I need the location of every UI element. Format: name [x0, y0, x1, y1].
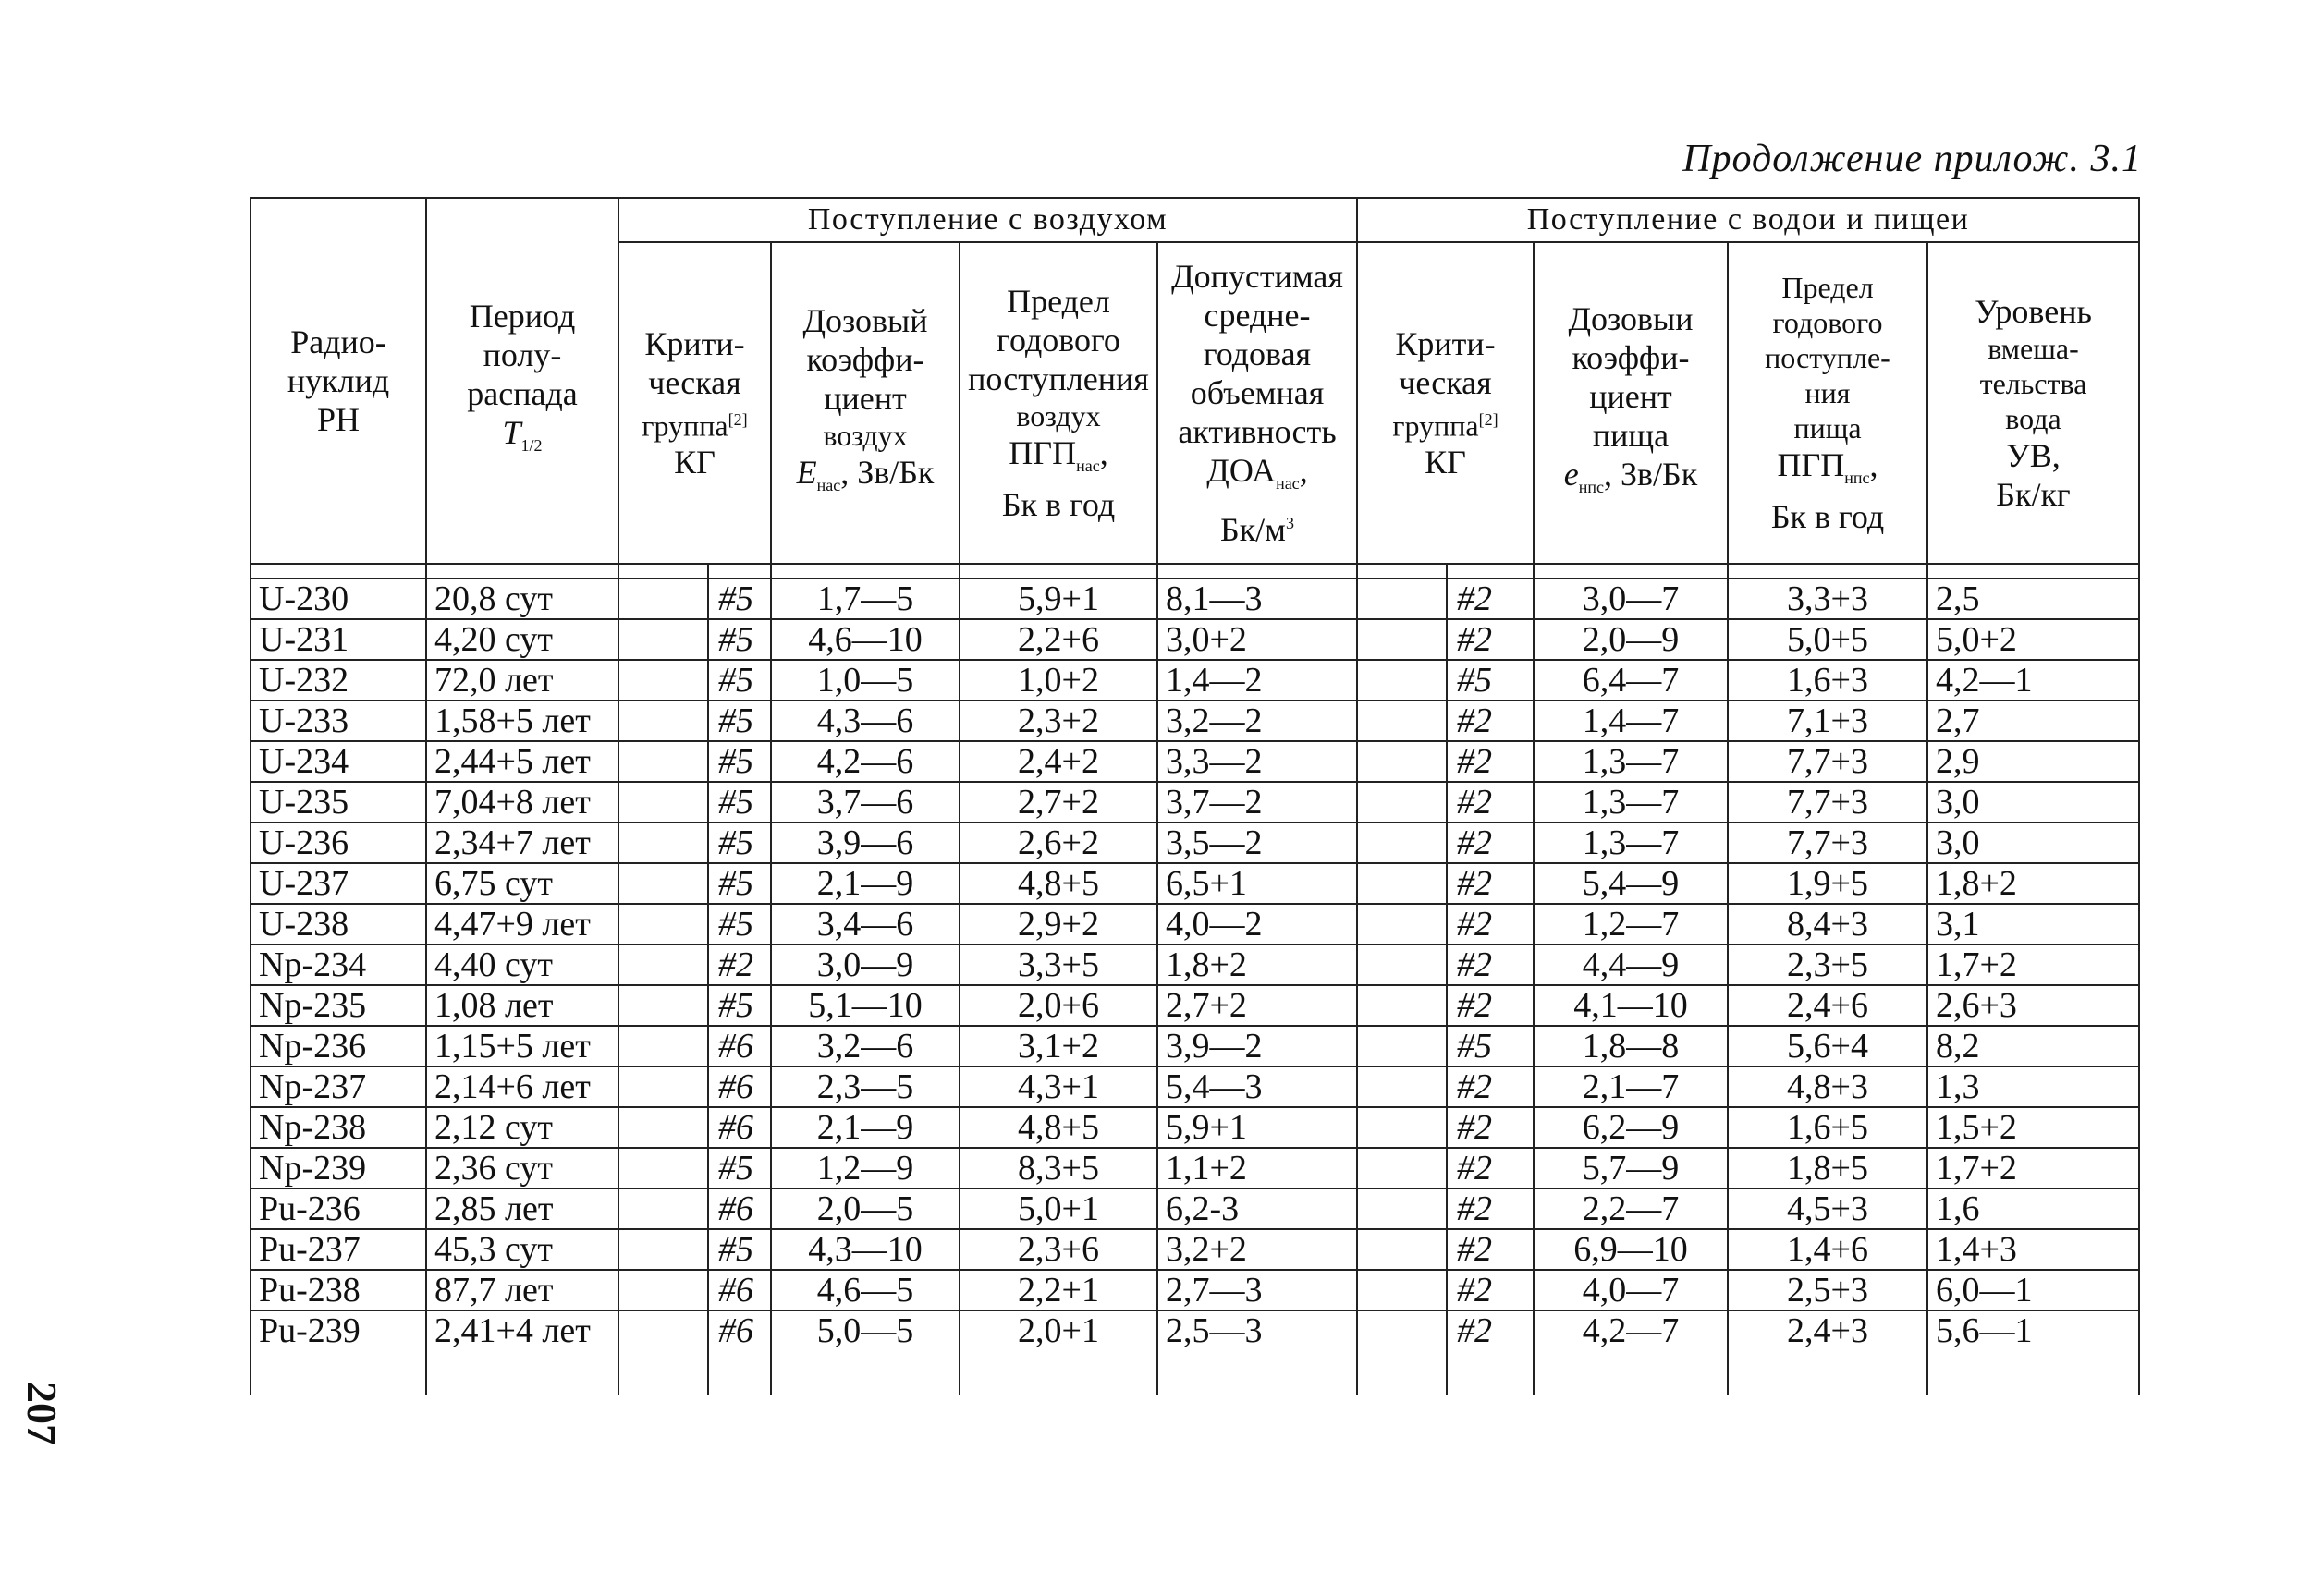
cell-radionuclide: U-237 [251, 863, 426, 904]
cell-doa: 2,7+2 [1157, 985, 1357, 1026]
cell-kg-water: #2 [1447, 1188, 1534, 1229]
table-row [251, 1229, 2139, 1270]
table-row [251, 1026, 2139, 1066]
table-row [251, 619, 2139, 660]
cell-level: 4,2—1 [1927, 660, 2139, 701]
cell-dose-air: 4,6—10 [771, 619, 960, 660]
table-body [251, 579, 2139, 1395]
cell-blank [1357, 1148, 1447, 1188]
table-row [251, 701, 2139, 741]
cell-limit-water: 2,4+6 [1728, 985, 1927, 1026]
cell-dose-water: 6,2—9 [1534, 1107, 1728, 1148]
cell-level: 2,6+3 [1927, 985, 2139, 1026]
cell-doa: 8,1—3 [1157, 579, 1357, 619]
cell-kg-air: #5 [708, 985, 771, 1026]
cell-blank [1357, 701, 1447, 741]
cell-radionuclide: U-234 [251, 741, 426, 782]
cell-limit-air: 5,9+1 [960, 579, 1157, 619]
header-radionuclide: Радио- нуклид РН [251, 198, 426, 564]
cell-level: 1,3 [1927, 1066, 2139, 1107]
cell-level: 3,0 [1927, 823, 2139, 863]
cell-dose-water: 1,3—7 [1534, 823, 1728, 863]
cell-limit-water: 2,3+5 [1728, 944, 1927, 985]
cell-half-life: 87,7 лет [426, 1270, 618, 1310]
cell-dose-air: 3,9—6 [771, 823, 960, 863]
cell-kg-air: #2 [708, 944, 771, 985]
cell-blank [1357, 1310, 1447, 1395]
cell-blank [618, 863, 708, 904]
table-row [251, 1310, 2139, 1395]
cell-radionuclide: Np-235 [251, 985, 426, 1026]
cell-blank [618, 1188, 708, 1229]
cell-doa: 6,5+1 [1157, 863, 1357, 904]
cell-blank [618, 904, 708, 944]
cell-doa: 5,9+1 [1157, 1107, 1357, 1148]
cell-half-life: 4,47+9 лет [426, 904, 618, 944]
cell-limit-water: 1,4+6 [1728, 1229, 1927, 1270]
cell-doa: 3,2+2 [1157, 1229, 1357, 1270]
cell-kg-air: #5 [708, 782, 771, 823]
cell-blank [1357, 944, 1447, 985]
cell-limit-air: 3,3+5 [960, 944, 1157, 985]
cell-blank [618, 741, 708, 782]
table-row [251, 863, 2139, 904]
cell-blank [1357, 985, 1447, 1026]
cell-half-life: 4,20 сут [426, 619, 618, 660]
cell-half-life: 1,08 лет [426, 985, 618, 1026]
cell-kg-air: #6 [708, 1310, 771, 1395]
cell-limit-air: 2,7+2 [960, 782, 1157, 823]
cell-kg-air: #5 [708, 904, 771, 944]
cell-level: 1,8+2 [1927, 863, 2139, 904]
cell-dose-water: 1,2—7 [1534, 904, 1728, 944]
cell-half-life: 2,36 сут [426, 1148, 618, 1188]
cell-dose-air: 5,1—10 [771, 985, 960, 1026]
cell-blank [618, 1310, 708, 1395]
cell-radionuclide: U-238 [251, 904, 426, 944]
radionuclide-table [250, 197, 2140, 1395]
cell-kg-water: #2 [1447, 1310, 1534, 1395]
header-water-food-intake: Поступление с водои и пищеи [1357, 198, 2139, 242]
cell-limit-water: 4,5+3 [1728, 1188, 1927, 1229]
cell-doa: 5,4—3 [1157, 1066, 1357, 1107]
cell-doa: 1,1+2 [1157, 1148, 1357, 1188]
cell-blank [1357, 904, 1447, 944]
cell-level: 5,6—1 [1927, 1310, 2139, 1395]
header-half-life: Период полу- распада $T_{1/2}$ [426, 198, 618, 564]
cell-radionuclide: U-235 [251, 782, 426, 823]
cell-half-life: 72,0 лет [426, 660, 618, 701]
cell-limit-air: 2,0+6 [960, 985, 1157, 1026]
cell-kg-water: #2 [1447, 1229, 1534, 1270]
cell-blank [1357, 619, 1447, 660]
cell-dose-air: 3,4—6 [771, 904, 960, 944]
cell-limit-air: 2,4+2 [960, 741, 1157, 782]
cell-level: 8,2 [1927, 1026, 2139, 1066]
header-air-intake: Поступление с воздухом [618, 198, 1357, 242]
cell-half-life: 45,3 сут [426, 1229, 618, 1270]
cell-kg-air: #5 [708, 701, 771, 741]
cell-half-life: 2,34+7 лет [426, 823, 618, 863]
table-row [251, 1188, 2139, 1229]
cell-limit-air: 4,8+5 [960, 863, 1157, 904]
cell-blank [1357, 579, 1447, 619]
cell-limit-water: 7,7+3 [1728, 823, 1927, 863]
cell-blank [618, 985, 708, 1026]
cell-dose-water: 1,8—8 [1534, 1026, 1728, 1066]
cell-limit-air: 8,3+5 [960, 1148, 1157, 1188]
cell-dose-water: 4,4—9 [1534, 944, 1728, 985]
cell-kg-air: #5 [708, 1148, 771, 1188]
cell-radionuclide: U-230 [251, 579, 426, 619]
cell-dose-water: 5,4—9 [1534, 863, 1728, 904]
header-annual-intake-limit-air: Предел годового поступления воздух $ПГП_{нас}$, Бк в год [960, 242, 1157, 564]
cell-blank [618, 944, 708, 985]
cell-kg-air: #5 [708, 619, 771, 660]
cell-blank [1357, 660, 1447, 701]
cell-radionuclide: Np-234 [251, 944, 426, 985]
cell-half-life: 2,14+6 лет [426, 1066, 618, 1107]
cell-kg-air: #6 [708, 1066, 771, 1107]
cell-dose-water: 2,0—9 [1534, 619, 1728, 660]
cell-limit-air: 5,0+1 [960, 1188, 1157, 1229]
cell-kg-air: #6 [708, 1026, 771, 1066]
table-row [251, 985, 2139, 1026]
cell-level: 1,7+2 [1927, 1148, 2139, 1188]
cell-doa: 3,7—2 [1157, 782, 1357, 823]
cell-limit-air: 2,2+6 [960, 619, 1157, 660]
cell-kg-water: #2 [1447, 579, 1534, 619]
cell-dose-water: 1,4—7 [1534, 701, 1728, 741]
cell-kg-water: #2 [1447, 1066, 1534, 1107]
cell-limit-water: 5,6+4 [1728, 1026, 1927, 1066]
cell-blank [1357, 1188, 1447, 1229]
cell-half-life: 2,12 сут [426, 1107, 618, 1148]
cell-limit-water: 7,7+3 [1728, 782, 1927, 823]
cell-limit-air: 4,3+1 [960, 1066, 1157, 1107]
cell-half-life: 6,75 сут [426, 863, 618, 904]
cell-limit-water: 1,9+5 [1728, 863, 1927, 904]
cell-doa: 1,8+2 [1157, 944, 1357, 985]
cell-kg-water: #2 [1447, 741, 1534, 782]
cell-blank [618, 1107, 708, 1148]
table-row [251, 904, 2139, 944]
cell-radionuclide: U-231 [251, 619, 426, 660]
cell-doa: 4,0—2 [1157, 904, 1357, 944]
cell-dose-air: 2,0—5 [771, 1188, 960, 1229]
cell-limit-water: 1,8+5 [1728, 1148, 1927, 1188]
cell-limit-air: 2,3+2 [960, 701, 1157, 741]
cell-half-life: 2,44+5 лет [426, 741, 618, 782]
cell-dose-air: 1,2—9 [771, 1148, 960, 1188]
cell-blank [1357, 1026, 1447, 1066]
cell-dose-water: 6,9—10 [1534, 1229, 1728, 1270]
cell-kg-air: #5 [708, 660, 771, 701]
header-permissible-activity: Допустимая средне- годовая объемная активность $ДОА_{нас}$, $Бк/м^3$ [1157, 242, 1357, 564]
cell-dose-air: 2,3—5 [771, 1066, 960, 1107]
cell-blank [1357, 823, 1447, 863]
cell-level: 1,5+2 [1927, 1107, 2139, 1148]
table-row [251, 741, 2139, 782]
cell-doa: 3,3—2 [1157, 741, 1357, 782]
cell-limit-air: 1,0+2 [960, 660, 1157, 701]
cell-half-life: 2,41+4 лет [426, 1310, 618, 1395]
cell-kg-water: #5 [1447, 1026, 1534, 1066]
cell-radionuclide: Pu-237 [251, 1229, 426, 1270]
cell-blank [618, 660, 708, 701]
cell-radionuclide: Np-239 [251, 1148, 426, 1188]
cell-limit-water: 1,6+3 [1728, 660, 1927, 701]
cell-radionuclide: Pu-236 [251, 1188, 426, 1229]
cell-blank [1357, 782, 1447, 823]
cell-kg-water: #5 [1447, 660, 1534, 701]
cell-level: 3,1 [1927, 904, 2139, 944]
cell-limit-water: 2,4+3 [1728, 1310, 1927, 1395]
cell-blank [1357, 863, 1447, 904]
cell-half-life: 1,58+5 лет [426, 701, 618, 741]
cell-radionuclide: Pu-238 [251, 1270, 426, 1310]
table-row [251, 944, 2139, 985]
cell-dose-water: 5,7—9 [1534, 1148, 1728, 1188]
cell-half-life: 4,40 сут [426, 944, 618, 985]
cell-dose-water: 6,4—7 [1534, 660, 1728, 701]
cell-limit-water: 7,7+3 [1728, 741, 1927, 782]
cell-radionuclide: Np-236 [251, 1026, 426, 1066]
page-number: 207 [18, 1382, 66, 1445]
cell-blank [618, 579, 708, 619]
cell-level: 5,0+2 [1927, 619, 2139, 660]
cell-radionuclide: Np-237 [251, 1066, 426, 1107]
cell-limit-air: 2,2+1 [960, 1270, 1157, 1310]
table-row [251, 1066, 2139, 1107]
cell-dose-water: 4,1—10 [1534, 985, 1728, 1026]
cell-blank [1357, 741, 1447, 782]
cell-half-life: 2,85 лет [426, 1188, 618, 1229]
cell-dose-air: 2,1—9 [771, 863, 960, 904]
header-critical-group-water: Крити- ческая группа[2] КГ [1357, 242, 1534, 564]
cell-kg-water: #2 [1447, 1148, 1534, 1188]
cell-kg-water: #2 [1447, 944, 1534, 985]
cell-kg-water: #2 [1447, 823, 1534, 863]
table-row [251, 823, 2139, 863]
cell-limit-air: 4,8+5 [960, 1107, 1157, 1148]
cell-limit-water: 7,1+3 [1728, 701, 1927, 741]
cell-radionuclide: U-232 [251, 660, 426, 701]
cell-dose-air: 1,0—5 [771, 660, 960, 701]
cell-dose-water: 2,1—7 [1534, 1066, 1728, 1107]
table-row [251, 1270, 2139, 1310]
cell-blank [1357, 1229, 1447, 1270]
header-dose-coefficient-air: Дозовый коэффи- циент воздух $E_{нас}$, Зв/Бк [771, 242, 960, 564]
cell-dose-water: 3,0—7 [1534, 579, 1728, 619]
cell-dose-air: 4,3—10 [771, 1229, 960, 1270]
cell-dose-water: 1,3—7 [1534, 741, 1728, 782]
cell-half-life: 20,8 сут [426, 579, 618, 619]
cell-limit-water: 5,0+5 [1728, 619, 1927, 660]
cell-kg-water: #2 [1447, 1270, 1534, 1310]
cell-limit-water: 2,5+3 [1728, 1270, 1927, 1310]
cell-blank [618, 1270, 708, 1310]
table-row [251, 782, 2139, 823]
cell-kg-water: #2 [1447, 782, 1534, 823]
cell-limit-air: 2,6+2 [960, 823, 1157, 863]
cell-kg-air: #5 [708, 1229, 771, 1270]
cell-level: 2,7 [1927, 701, 2139, 741]
cell-kg-water: #2 [1447, 619, 1534, 660]
cell-kg-air: #5 [708, 863, 771, 904]
cell-limit-water: 4,8+3 [1728, 1066, 1927, 1107]
cell-kg-air: #6 [708, 1107, 771, 1148]
cell-level: 1,7+2 [1927, 944, 2139, 985]
cell-dose-air: 5,0—5 [771, 1310, 960, 1395]
cell-dose-water: 1,3—7 [1534, 782, 1728, 823]
cell-radionuclide: U-233 [251, 701, 426, 741]
cell-kg-air: #5 [708, 823, 771, 863]
header-critical-group-air: Крити- ческая группа[2] КГ [618, 242, 771, 564]
cell-limit-water: 1,6+5 [1728, 1107, 1927, 1148]
cell-level: 3,0 [1927, 782, 2139, 823]
cell-limit-air: 2,9+2 [960, 904, 1157, 944]
table-row [251, 1148, 2139, 1188]
cell-blank [618, 1229, 708, 1270]
cell-blank [618, 1026, 708, 1066]
cell-level: 6,0—1 [1927, 1270, 2139, 1310]
cell-level: 2,5 [1927, 579, 2139, 619]
cell-kg-air: #5 [708, 579, 771, 619]
table-caption: Продолжение прилож. 3.1 [1682, 138, 2142, 180]
cell-radionuclide: Np-238 [251, 1107, 426, 1148]
cell-kg-water: #2 [1447, 1107, 1534, 1148]
cell-radionuclide: U-236 [251, 823, 426, 863]
cell-blank [1357, 1270, 1447, 1310]
cell-kg-air: #6 [708, 1188, 771, 1229]
cell-doa: 1,4—2 [1157, 660, 1357, 701]
header-intervention-level: Уровень вмеша- тельства вода УВ, Бк/кг [1927, 242, 2139, 564]
header-annual-intake-limit-water: Предел годового поступле- ния пища $ПГП_{нпс}$, Бк в год [1728, 242, 1927, 564]
table-row [251, 660, 2139, 701]
cell-kg-water: #2 [1447, 701, 1534, 741]
cell-limit-air: 2,3+6 [960, 1229, 1157, 1270]
cell-dose-air: 3,2—6 [771, 1026, 960, 1066]
cell-half-life: 7,04+8 лет [426, 782, 618, 823]
header-dose-coefficient-water: Дозовыи коэффи- циент пища $e_{нпс}$, Зв/Бк [1534, 242, 1728, 564]
cell-half-life: 1,15+5 лет [426, 1026, 618, 1066]
cell-doa: 3,5—2 [1157, 823, 1357, 863]
cell-blank [618, 701, 708, 741]
cell-kg-air: #6 [708, 1270, 771, 1310]
table-row [251, 1107, 2139, 1148]
cell-dose-air: 4,3—6 [771, 701, 960, 741]
cell-kg-water: #2 [1447, 985, 1534, 1026]
cell-kg-water: #2 [1447, 863, 1534, 904]
cell-doa: 2,7—3 [1157, 1270, 1357, 1310]
cell-dose-air: 4,2—6 [771, 741, 960, 782]
cell-doa: 2,5—3 [1157, 1310, 1357, 1395]
cell-dose-water: 4,0—7 [1534, 1270, 1728, 1310]
cell-limit-air: 3,1+2 [960, 1026, 1157, 1066]
cell-blank [1357, 1107, 1447, 1148]
cell-limit-air: 2,0+1 [960, 1310, 1157, 1395]
cell-radionuclide: Pu-239 [251, 1310, 426, 1395]
cell-blank [618, 619, 708, 660]
cell-dose-water: 2,2—7 [1534, 1188, 1728, 1229]
cell-kg-air: #5 [708, 741, 771, 782]
cell-blank [618, 782, 708, 823]
cell-level: 2,9 [1927, 741, 2139, 782]
cell-doa: 3,2—2 [1157, 701, 1357, 741]
cell-dose-air: 3,7—6 [771, 782, 960, 823]
table-row [251, 579, 2139, 619]
cell-dose-air: 4,6—5 [771, 1270, 960, 1310]
cell-doa: 3,9—2 [1157, 1026, 1357, 1066]
cell-blank [618, 1148, 708, 1188]
cell-limit-water: 8,4+3 [1728, 904, 1927, 944]
cell-dose-air: 2,1—9 [771, 1107, 960, 1148]
cell-blank [618, 1066, 708, 1107]
cell-blank [618, 823, 708, 863]
cell-kg-water: #2 [1447, 904, 1534, 944]
cell-doa: 6,2-3 [1157, 1188, 1357, 1229]
cell-doa: 3,0+2 [1157, 619, 1357, 660]
cell-level: 1,6 [1927, 1188, 2139, 1229]
cell-dose-air: 3,0—9 [771, 944, 960, 985]
cell-dose-air: 1,7—5 [771, 579, 960, 619]
cell-level: 1,4+3 [1927, 1229, 2139, 1270]
cell-dose-water: 4,2—7 [1534, 1310, 1728, 1395]
cell-blank [1357, 1066, 1447, 1107]
cell-limit-water: 3,3+3 [1728, 579, 1927, 619]
